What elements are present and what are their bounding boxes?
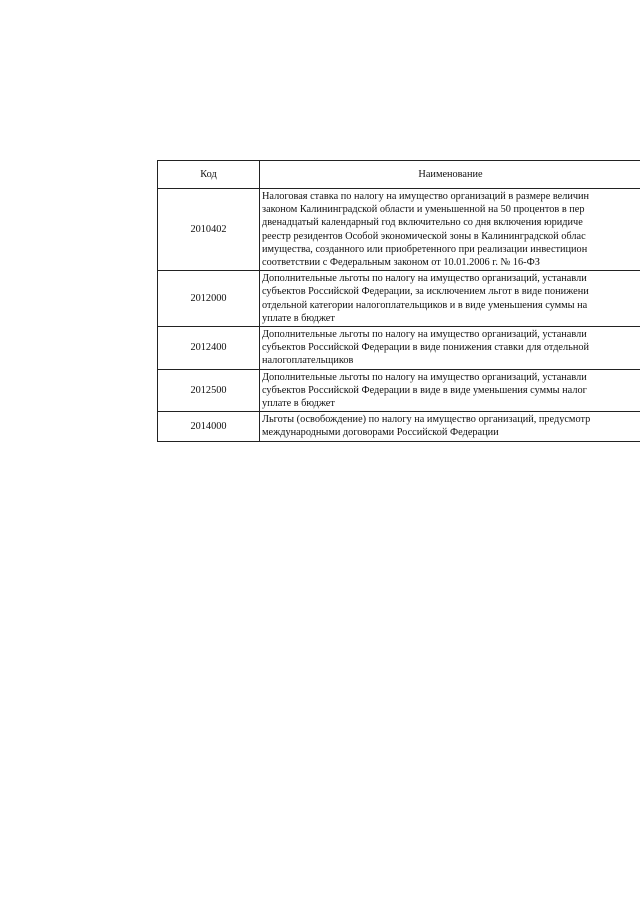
row-code: 2012500 <box>158 369 260 412</box>
row-name <box>260 369 640 412</box>
row-name-line: субъектов Российской Федерации в виде в виде уменьшения суммы налог <box>262 384 587 396</box>
row-name-line: двенадцатый календарный год включительно со дня включения юридиче <box>262 217 583 229</box>
row-name-line: реестр резидентов Особой экономической зоны в Калининградской облас <box>262 230 586 242</box>
table-row <box>158 271 640 327</box>
row-name-line: налогоплательщиков <box>262 355 354 367</box>
row-name-line: соответствии с Федеральным законом от 10.01.2006 г. № 16-ФЗ <box>262 257 540 269</box>
table-row <box>158 369 640 412</box>
table-row <box>158 189 640 271</box>
row-name-line: уплате в бюджет <box>262 312 335 324</box>
tax-benefit-codes-table-area <box>157 160 640 442</box>
row-name <box>260 271 640 327</box>
row-code: 2010402 <box>158 189 260 271</box>
row-name <box>260 327 640 370</box>
row-name-line: субъектов Российской Федерации в виде понижения ставки для отдельной <box>262 342 590 354</box>
row-name-line: законом Калининградской области и уменьшенной на 50 процентов в пер <box>262 204 585 216</box>
row-name-line: Льготы (освобождение) по налогу на имущество организаций, предусмотр <box>262 414 591 426</box>
table-row <box>158 412 640 441</box>
column-header-code: Код <box>158 161 260 189</box>
row-name <box>260 412 640 441</box>
row-name-line: Дополнительные льготы по налогу на имущество организаций, устанавли <box>262 273 587 285</box>
row-name-line: отдельной категории налогоплательщиков и в виде уменьшения суммы на <box>262 299 588 311</box>
row-name <box>260 189 640 271</box>
column-header-name <box>260 161 640 189</box>
row-name-line: Дополнительные льготы по налогу на имущество организаций, устанавли <box>262 371 587 383</box>
row-name-line: Дополнительные льготы по налогу на имущество организаций, устанавли <box>262 329 587 341</box>
row-name-line: международными договорами Российской Федерации <box>262 427 499 439</box>
row-name-line: имущества, созданного или приобретенного при реализации инвестицион <box>262 243 588 255</box>
row-name-line: субъектов Российской Федерации, за исключением льгот в виде понижени <box>262 286 589 298</box>
tax-benefit-codes-table <box>157 160 640 442</box>
table-header-row <box>158 161 640 189</box>
row-code: 2012400 <box>158 327 260 370</box>
row-code: 2012000 <box>158 271 260 327</box>
row-name-line: уплате в бюджет <box>262 398 335 410</box>
row-code: 2014000 <box>158 412 260 441</box>
table-row <box>158 327 640 370</box>
column-header-name-label: Наименование <box>418 168 483 180</box>
row-name-line: Налоговая ставка по налогу на имущество организаций в размере величин <box>262 191 590 202</box>
